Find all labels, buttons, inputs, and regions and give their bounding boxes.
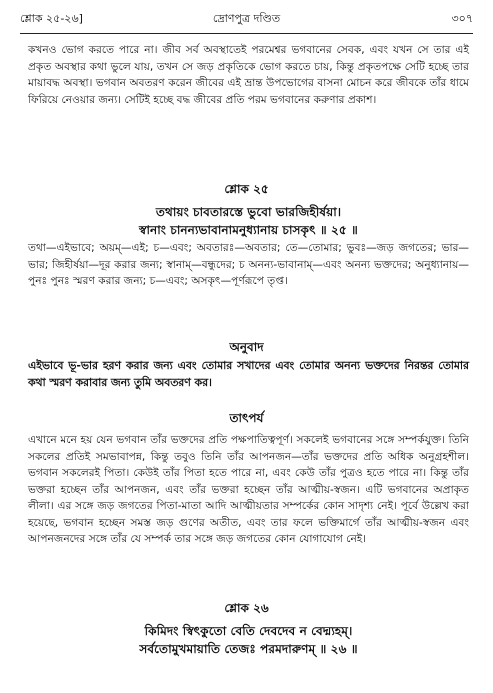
verse-25-text — [28, 203, 469, 239]
purport-text: এখানে মনে হয় যেন ভগবান তাঁর ভক্তদের প্রতি পক্ষপাতিত্বপূর্ণ। সকলেই ভগবানের সঙ্গে সম্পর্কযুক্ত। তিনি সকলের প্রতিই সমভাবাপন্ন, কিন্তু তবুও তিনি তাঁর আপনজন—তাঁর ভক্তদের প্রতি অধিক অনুগ্রহশীল। ভগবান সকলেরই পিতা। কেউই তাঁর পিতা হতে পারে না, এবং কেউ তাঁর পুত্রও হতে পারে না। কিন্তু তাঁর ভক্তরা হচ্ছেন তাঁর আপনজন, এবং তাঁর ভক্তরা হচ্ছেন তাঁর আত্মীয়-স্বজন। এটি ভগবানের অপ্রাকৃত লীলা। এর সঙ্গে জড় জগতের পিতা-মাতা আদি আত্মীয়তার সম্পর্কের কোন সাদৃশ্য নেই। পূর্বে উল্লেখ করা হয়েছে, ভগবান হচ্ছেন সমস্ত জড় গুণের অতীত, এবং তার ফলে ভক্তিমার্গে তাঁর আত্মীয়-স্বজন এবং আপনজনদের সঙ্গে তাঁর যে সম্পর্ক তার সঙ্গে জড় জগতের কোন যোগাযোগ নেই। — [28, 434, 469, 545]
verse-26-text — [28, 622, 469, 658]
synonyms-paragraph: তথা—এইভাবে; অয়ম্—এই; চ—এবং; অবতারঃ—অবতার; তে—তোমার; ভুবঃ—জড় জগতের; ভার—ভার; জিহীর্ষয়া—দূর করার জন্য; স্বানাম্—বন্ধুদের; চ অনন্য-ভাবানাম্—এবং অনন্য ভক্তদের; অনুধ্যানায়—পুনঃ পুনঃ স্মরণ করার জন্য; চ—এবং; অসকৃৎ—পূর্ণরূপে তৃপ্ত। — [28, 242, 469, 287]
verse-26-heading: শ্লোক ২৬ — [224, 601, 269, 615]
purport-heading: তাৎপর্য — [229, 411, 264, 425]
verse-25-line-2: স্বানাং চানন্যভাবানামনুধ্যানায় চাসকৃৎ ॥ ২৫ ॥ — [139, 223, 358, 237]
header-verse-range: শ্লোক ২৫-২৬] — [20, 11, 83, 25]
intro-paragraph: কখনও ভোগ করতে পারে না। জীব সর্ব অবস্থাতেই পরমেশ্বর ভগবানের সেবক, এবং যখন সে তার এই প্রকৃত অবস্থার কথা ভুলে যায়, তখন সে জড় প্রকৃতিকে ভোগ করতে চায়, কিন্তু প্রকৃতপক্ষে সেটি হচ্ছে তার মায়াবদ্ধ অবস্থা। ভগবান অবতরণ করেন জীবের এই ভ্রান্ত উপভোগের বাসনা মোচন করে জীবকে তাঁর ধামে ফিরিয়ে নেওয়ার জন্য। সেটিই হচ্ছে বদ্ধ জীবের প্রতি পরম ভগবানের করুণার প্রকাশ। — [28, 44, 469, 106]
page-header — [20, 8, 473, 34]
translation-text: এইভাবে ভূ-ভার হরণ করার জন্য এবং তোমার সখাদের এবং তোমার অনন্য ভক্তদের নিরন্তর তোমার কথা স্মরণ করাবার জন্য তুমি অবতরণ কর। — [28, 359, 469, 389]
verse-25-line-1: তথায়ং চাবতারস্তে ভুবো ভারজিহীর্ষয়া। — [155, 205, 342, 219]
translation-heading: অনুবাদ — [229, 340, 264, 354]
verse-26-line-1: কিমিদং স্বিৎকুতো বেতি দেবদেব ন বেদ্ম্যহম্। — [144, 624, 353, 638]
verse-26-line-2: সর্বতোমুখমায়াতি তেজঃ পরমদারুণম্ ॥ ২৬ ॥ — [139, 642, 358, 656]
header-chapter-title: দ্রোণপুত্র দণ্ডিত — [212, 11, 281, 25]
header-page-number: ৩০৭ — [451, 11, 473, 25]
verse-25-heading: শ্লোক ২৫ — [224, 182, 269, 196]
